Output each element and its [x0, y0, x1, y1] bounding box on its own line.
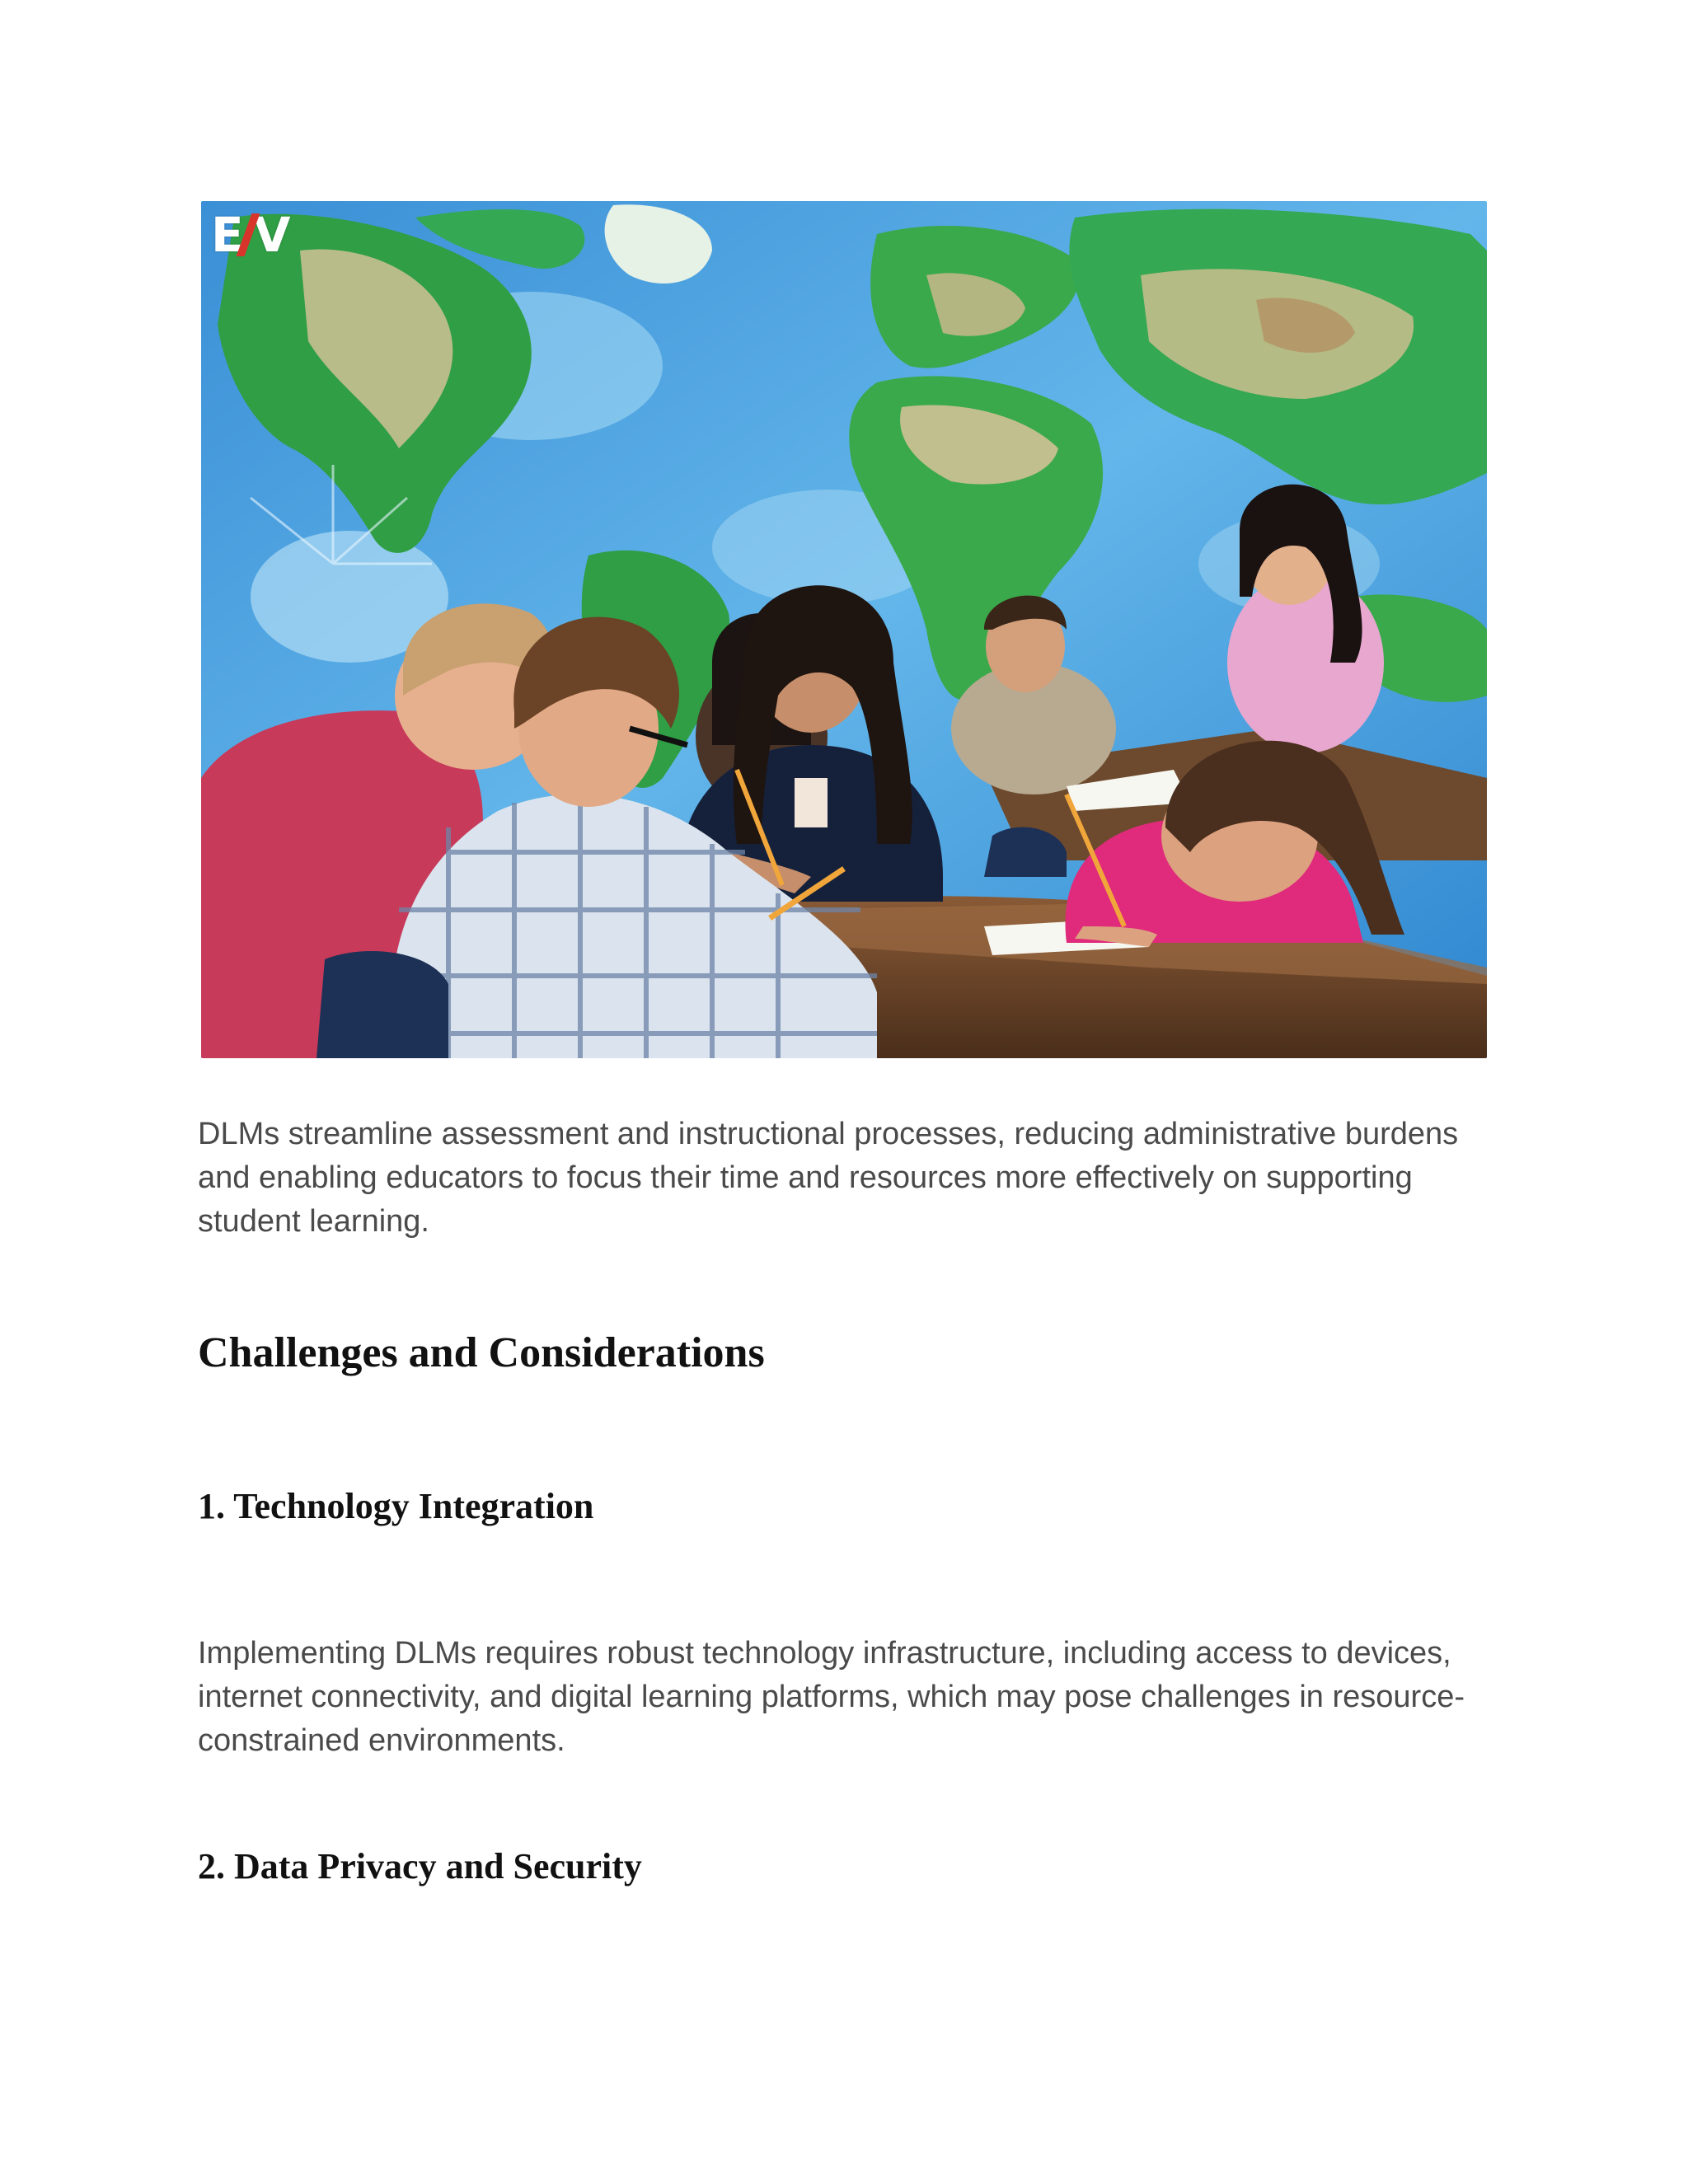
logo-letter-e: E: [211, 207, 242, 263]
paragraph-dlms-streamline: DLMs streamline assessment and instructional processes, reducing administrative burdens and enabling educators to focus their time and resources more effectively on supporting student learning.: [198, 1117, 1459, 1239]
paragraph-implementing-dlms: Implementing DLMs requires robust technology infrastructure, including access to devices, internet connectivity, and digital learning platforms, which may pose challenges in resource-constrained environments.: [198, 1636, 1465, 1758]
ev-logo: [211, 207, 289, 263]
classroom-photo: [201, 201, 1487, 1058]
section-heading-challenges: Challenges and Considerations: [198, 1329, 765, 1376]
subheading-data-privacy: 2. Data Privacy and Security: [198, 1846, 642, 1886]
logo-letter-v: V: [253, 207, 289, 263]
subheading-technology-integration: 1. Technology Integration: [198, 1486, 594, 1526]
classroom-illustration: [201, 201, 1487, 1058]
